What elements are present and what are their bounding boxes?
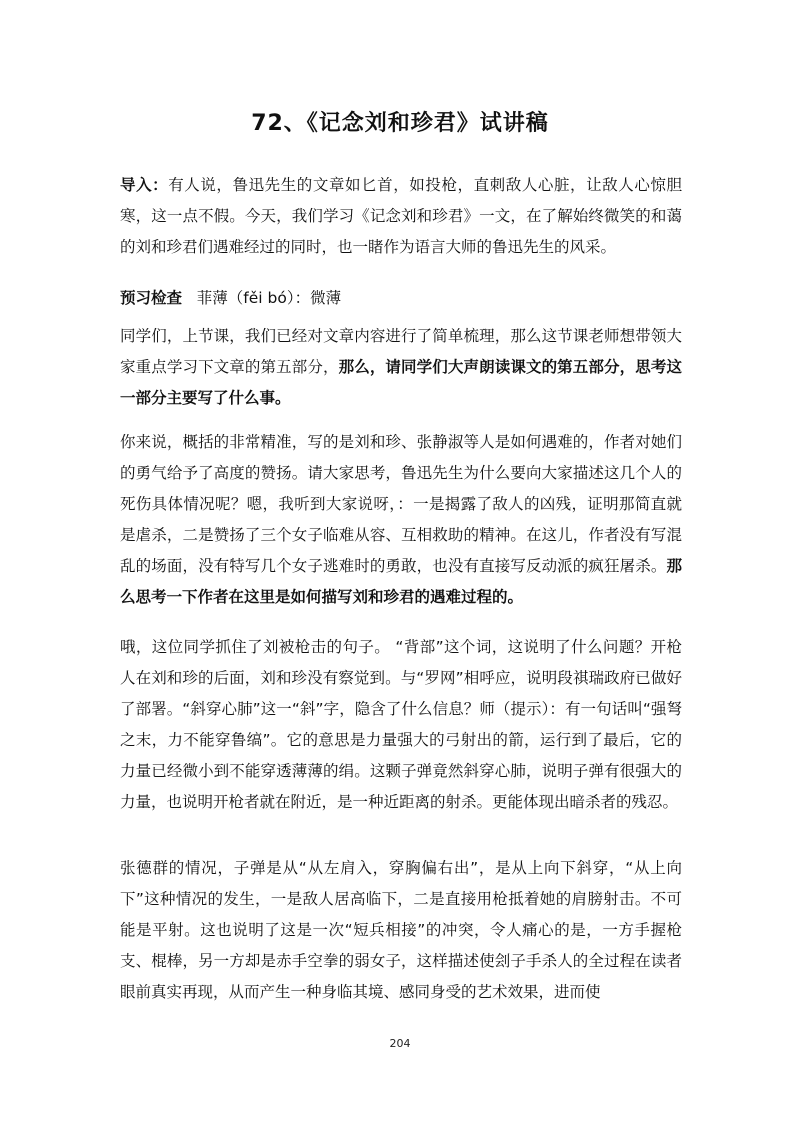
intro-label: 导入： bbox=[120, 176, 169, 194]
preview-text: 菲薄（fěi bó）：微薄 bbox=[196, 289, 342, 307]
preview-label: 预习检查 bbox=[120, 289, 183, 307]
paragraph-3-text: 你来说，概括的非常精准，写的是刘和珍、张静淑等人是如何遇难的，作者对她们的勇气给予了高度的赞扬。请大家思考，鲁迅先生为什么要向大家描述这几个人的死伤具体情况呢？嗯，我听到大家说呀，：一是揭露了敌人的凶残，证明那简直就是虐杀，二是赞扬了三个女子临难从容、互相救助的精神。在这儿，作者没有写混乱的场面，没有特写几个女子逃难时的勇敢，也没有直接写反动派的疯狂屠杀。 bbox=[120, 433, 682, 575]
paragraph-4-text: 哦，这位同学抓住了刘被枪击的句子。 “背部”这个词，这说明了什么问题？开枪人在刘和珍的后面，刘和珍没有察觉到。与“罗网”相呼应，说明段祺瑞政府已做好了部署。“斜穿心肺”这一“斜”字，隐含了什么信息？师（提示）：有一句话叫“强弩之末，力不能穿鲁缟”。它的意思是力量强大的弓射出的箭，运行到了最后，它的力量已经微小到不能穿透薄薄的绢。这颗子弹竟然斜穿心肺，说明子弹有很强大的力量，也说明开枪者就在附近，是一种近距离的射杀。更能体现出暗杀者的残忍。 bbox=[120, 638, 682, 811]
paragraph-2-text: 同学们，上节课，我们已经对文章内容进行了简单梳理，那么这节课老师想带领大家重点学习下文章的第五部分， bbox=[120, 327, 682, 376]
paragraph-2 bbox=[120, 321, 682, 414]
page-number: 204 bbox=[389, 1037, 411, 1050]
paragraph-5-text: 张德群的情况，子弹是从“从左肩入，穿胸偏右出”，是从上向下斜穿，“从上向下”这种情况的发生，一是敌人居高临下，二是直接用枪抵着她的肩膀射击。不可能是平射。这也说明了这是一次“短兵相接”的冲突，令人痛心的是，一方手握枪支、棍棒，另一方却是赤手空拳的弱女子，这样描述使刽子手杀人的全过程在读者眼前真实再现，从而产生一种身临其境、感同身受的艺术效果，进而使 bbox=[120, 859, 682, 1001]
paragraph-4 bbox=[120, 632, 682, 818]
intro-text: 有人说，鲁迅先生的文章如匕首，如投枪，直刺敌人心脏，让敌人心惊胆寒，这一点不假。今天，我们学习《记念刘和珍君》一文，在了解始终微笑的和蔼的刘和珍君们遇难经过的同时，也一睹作为语言大师的鲁迅先生的风采。 bbox=[120, 176, 682, 256]
intro-paragraph bbox=[120, 170, 682, 263]
preview-check-line bbox=[120, 283, 682, 314]
paragraph-5 bbox=[120, 853, 682, 1008]
paragraph-3-question: 那么思考一下作者在这里是如何描写刘和珍君的遇难过程的。 bbox=[120, 557, 682, 606]
page-title: 72、《记念刘和珍君》试讲稿 bbox=[251, 111, 549, 136]
paragraph-2-question: 那么，请同学们大声朗读课文的第五部分，思考这一部分主要写了什么事。 bbox=[120, 358, 682, 407]
paragraph-3 bbox=[120, 427, 682, 613]
